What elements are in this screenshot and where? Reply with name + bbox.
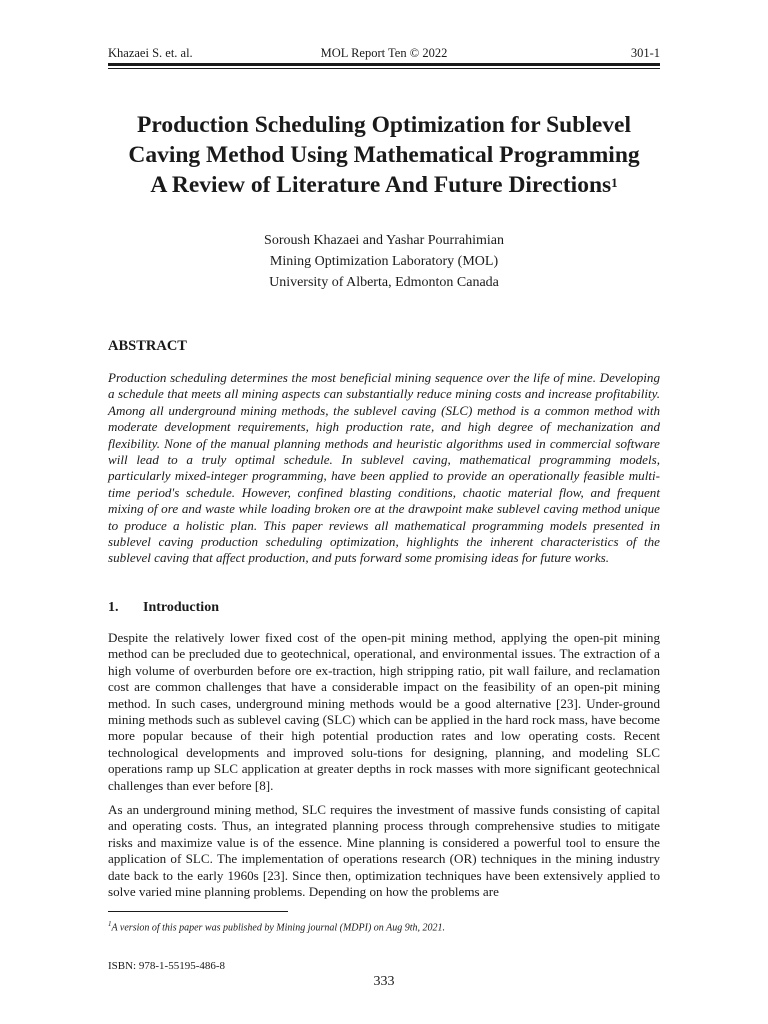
running-header — [108, 46, 660, 62]
footnote-mark: 1 — [108, 920, 112, 928]
abstract-heading: ABSTRACT — [108, 338, 187, 354]
author-university: University of Alberta, Edmonton Canada — [269, 275, 499, 290]
section-number: 1. — [108, 600, 119, 615]
page-number: 333 — [373, 974, 395, 989]
section-title: Introduction — [143, 600, 219, 615]
header-report: MOL Report Ten © 2022 — [320, 46, 448, 60]
footnote — [108, 920, 660, 933]
header-rule-thick — [108, 63, 660, 66]
intro-paragraph-2: As an underground mining method, SLC requires the investment of massive funds consisting of capital and operating costs. Thus, an integrated planning process through comprehensive studies to mitigate risks and maximize value is of the essence. Mine planning is considered a powerful tool to ensure the application of SLC. The implementation of operations research (OR) techniques in the mining industry date back to the early 1960s [23]. Since then, optimization techniques have been extensively applied to solve varied mine planning problems. Depending on how the problems are — [108, 802, 660, 900]
title-line-1: Production Scheduling Optimization for Sublevel — [137, 112, 631, 138]
title-footnote-mark: 1 — [611, 175, 618, 190]
section-heading-introduction — [108, 600, 219, 616]
header-authors: Khazaei S. et. al. — [108, 46, 193, 60]
footnote-text: A version of this paper was published by Mining journal (MDPI) on Aug 9th, 2021. — [111, 922, 446, 934]
title-line-3 — [80, 170, 688, 200]
author-lab: Mining Optimization Laboratory (MOL) — [269, 254, 499, 269]
title-line-2: Caving Method Using Mathematical Programming — [128, 142, 640, 168]
header-page-ref: 301-1 — [630, 46, 660, 60]
footnote-rule — [108, 911, 288, 912]
author-names: Soroush Khazaei and Yashar Pourrahimian — [264, 233, 504, 248]
title-line-3-text: A Review of Literature And Future Directions — [150, 172, 612, 198]
paper-title — [80, 110, 688, 200]
author-block — [108, 230, 660, 293]
intro-paragraph-1: Despite the relatively lower fixed cost of the open-pit mining method, applying the open-pit mining method can be precluded due to geotechnical, operational, and environmental issues. The extraction of a high volume of overburden before ore ex-traction, high stripping ratio, pit wall failure, and reclamation cost are common challenges that have a considerable impact on the feasibility of an open-pit mining method. In such cases, underground mining methods would be a good alternative [23]. Under-ground mining methods such as sublevel caving (SLC) which can be applied in the hard rock mass, have become more popular because of their high potential production rates and low operating costs. Recent technological developments and improved solu-tions for designing, planning, and modeling SLC operations ramp up SLC application at greater depths in rock masses with more significant geotechnical challenges than ever before [8]. — [108, 630, 660, 793]
header-rule-thin — [108, 68, 660, 69]
isbn: ISBN: 978-1-55195-486-8 — [108, 960, 226, 972]
abstract-text: Production scheduling determines the most beneficial mining sequence over the life of mine. Developing a schedule that meets all mining aspects can substantially reduce mining costs and increase profitability. Among all underground mining methods, the sublevel caving (SLC) method is a common method with moderate development requirements, high production rate, and high degree of mechanization and flexibility. None of the manual planning methods and heuristic algorithms used in commercial software will lead to a truly optimal schedule. In sublevel caving, mathematical programming models, particularly mixed-integer programming, have been applied to provide an operationally feasible multi-time period's schedule. However, confined blasting conditions, chaotic material flow, and frequent mixing of ore and waste while loading broken ore at the drawpoint make sublevel caving method unique to produce a holistic plan. This paper reviews all mathematical programming models presented in sublevel caving production scheduling optimization, highlights the inherent characteristics of the sublevel caving that affect production, and puts forward some promising ideas for future works. — [108, 370, 660, 566]
